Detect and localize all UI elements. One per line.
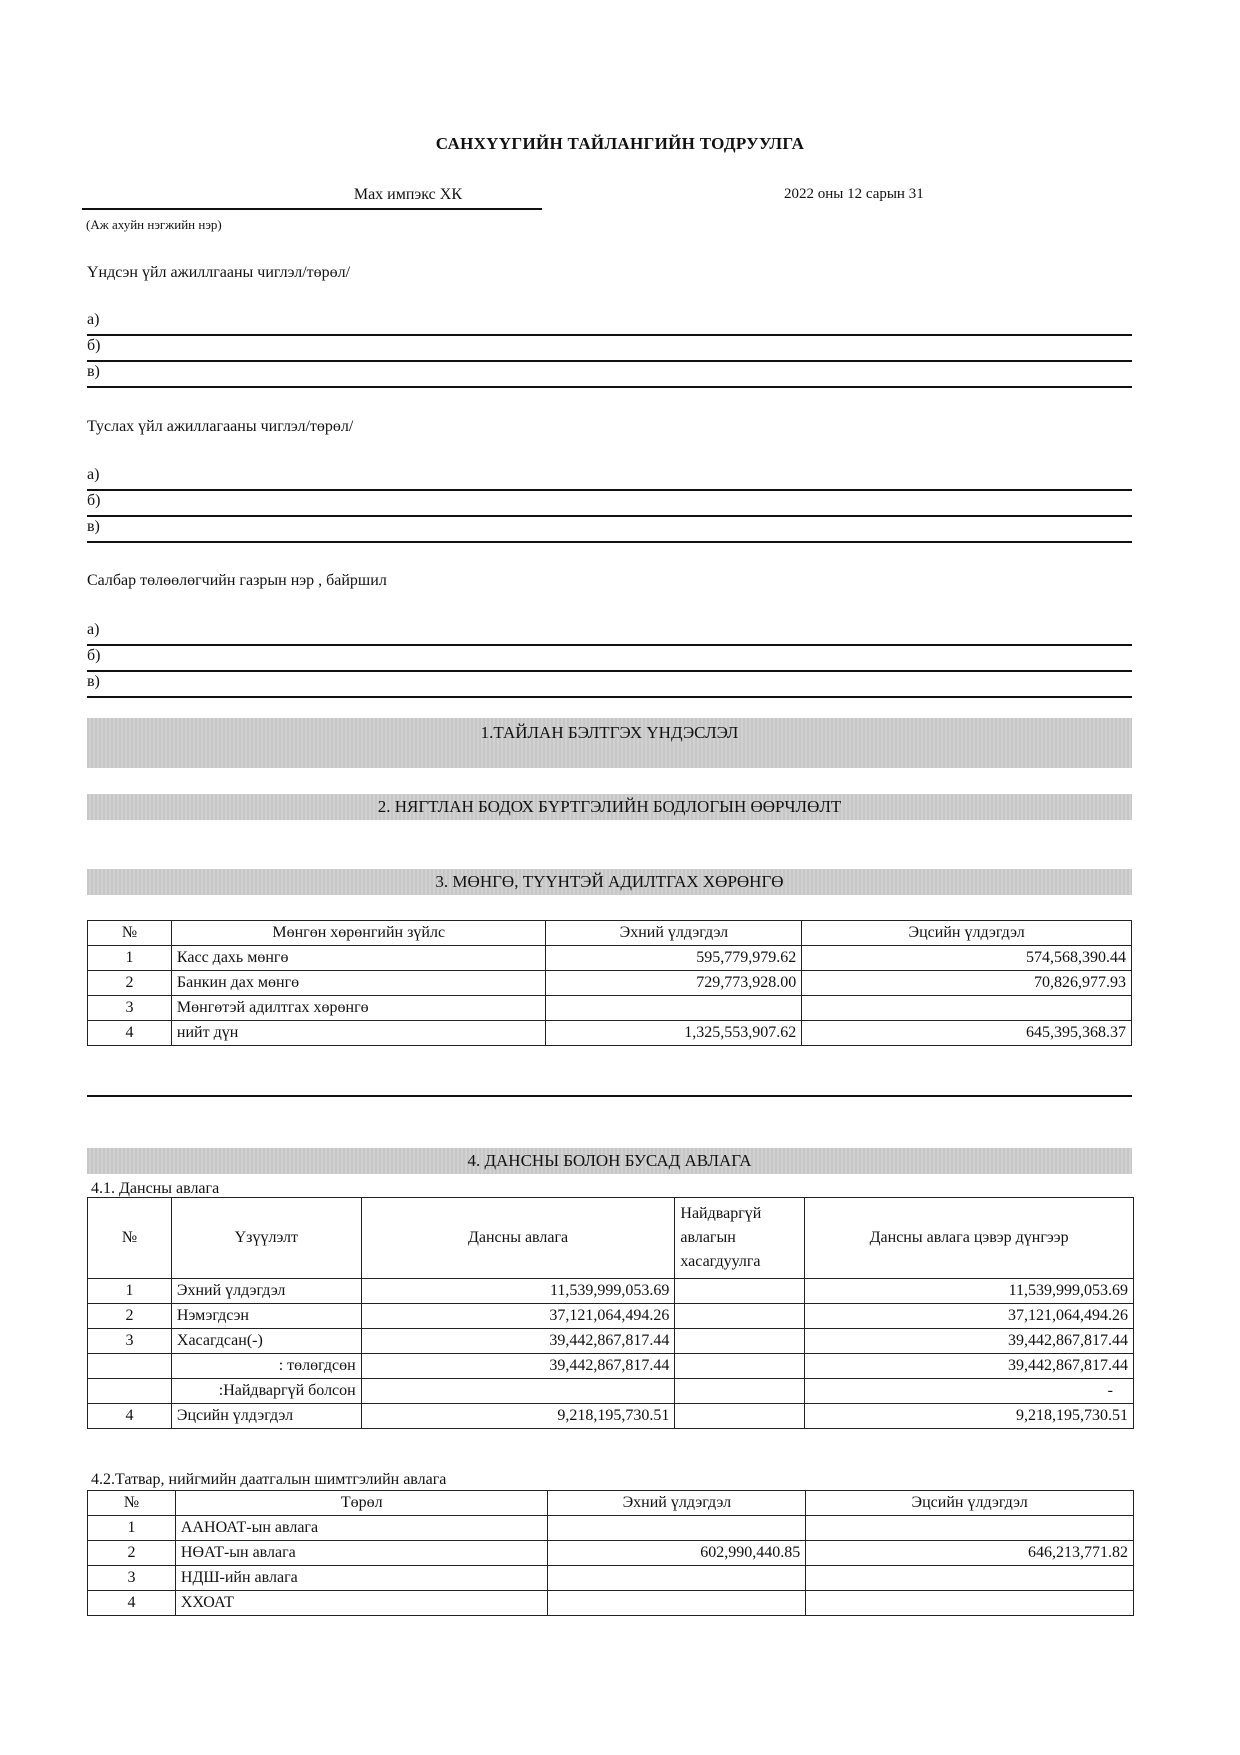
table-row [88, 971, 1132, 996]
row-net: - [805, 1379, 1134, 1404]
row-no: 3 [88, 1566, 176, 1591]
row-begin [548, 1516, 806, 1541]
row-allowance [675, 1354, 805, 1379]
row-item: Касс дахь мөнгө [171, 946, 546, 971]
row-type: НӨАТ-ын авлага [175, 1541, 548, 1566]
row-no: 2 [88, 971, 172, 996]
col-header-item: Үзүүлэлт [171, 1198, 361, 1279]
row-end [806, 1516, 1134, 1541]
row-no: 2 [88, 1541, 176, 1566]
section-2-header: 2. НЯГТЛАН БОДОХ БҮРТГЭЛИЙН БОДЛОГЫН ӨӨРЧЛӨЛТ [87, 794, 1132, 820]
col-header-no: № [88, 1198, 172, 1279]
row-type: НДШ-ийн авлага [175, 1566, 548, 1591]
col-header-end: Эцсийн үлдэгдэл [802, 921, 1132, 946]
row-no: 3 [88, 1329, 172, 1354]
branch-line-c: в) [87, 672, 1132, 698]
aux-activity-line-c: в) [87, 517, 1132, 543]
row-end: 645,395,368.37 [802, 1021, 1132, 1046]
row-item: нийт дүн [171, 1021, 546, 1046]
row-end [802, 996, 1132, 1021]
row-begin [548, 1566, 806, 1591]
row-begin: 729,773,928.00 [546, 971, 802, 996]
row-item: :Найдваргүй болсон [171, 1379, 361, 1404]
report-date: 2022 оны 12 сарын 31 [784, 186, 924, 202]
main-activity-line-b: б) [87, 336, 1132, 362]
row-begin: 602,990,440.85 [548, 1541, 806, 1566]
row-net: 39,442,867,817.44 [805, 1354, 1134, 1379]
main-activity-line-a: а) [87, 310, 1132, 336]
table-row [88, 1279, 1134, 1304]
row-net: 11,539,999,053.69 [805, 1279, 1134, 1304]
main-activity-label: Үндсэн үйл ажиллгааны чиглэл/төрөл/ [87, 264, 351, 281]
row-begin [546, 996, 802, 1021]
table-row [88, 1021, 1132, 1046]
entity-caption: (Аж ахуйн нэгжийн нэр) [86, 217, 222, 232]
col-header-item: Мөнгөн хөрөнгийн зүйлс [171, 921, 546, 946]
row-net: 37,121,064,494.26 [805, 1304, 1134, 1329]
row-no: 4 [88, 1591, 176, 1616]
cash-table [87, 920, 1132, 1046]
row-begin: 595,779,979.62 [546, 946, 802, 971]
col-header-type: Төрөл [175, 1491, 548, 1516]
section-3-header: 3. МӨНГӨ, ТҮҮНТЭЙ АДИЛТГАХ ХӨРӨНГӨ [87, 869, 1132, 895]
row-type: ААНОАТ-ын авлага [175, 1516, 548, 1541]
aux-activity-label: Туслах үйл ажиллагааны чиглэл/төрөл/ [87, 418, 354, 435]
section-4-header: 4. ДАНСНЫ БОЛОН БУСАД АВЛАГА [87, 1148, 1132, 1174]
row-no: 1 [88, 1279, 172, 1304]
row-amount [361, 1379, 675, 1404]
col-header-amount: Дансны авлага [361, 1198, 675, 1279]
row-end [806, 1566, 1134, 1591]
row-amount: 39,442,867,817.44 [361, 1329, 675, 1354]
row-end: 574,568,390.44 [802, 946, 1132, 971]
row-item: Хасагдсан(-) [171, 1329, 361, 1354]
row-no: 3 [88, 996, 172, 1021]
table-row [88, 1354, 1134, 1379]
table-row [88, 1304, 1134, 1329]
row-begin: 1,325,553,907.62 [546, 1021, 802, 1046]
table-row [88, 1379, 1134, 1404]
table-row [88, 946, 1132, 971]
aux-activity-line-a: а) [87, 465, 1132, 491]
row-item: Нэмэгдсэн [171, 1304, 361, 1329]
row-type: ХХОАТ [175, 1591, 548, 1616]
entity-name: Мах импэкс ХК [353, 186, 462, 203]
row-amount: 9,218,195,730.51 [361, 1404, 675, 1429]
row-end [806, 1591, 1134, 1616]
row-item: Мөнгөтэй адилтгах хөрөнгө [171, 996, 546, 1021]
table-row [88, 1591, 1134, 1616]
main-activity-line-c: в) [87, 362, 1132, 388]
row-item: : төлөгдсөн [171, 1354, 361, 1379]
row-amount: 39,442,867,817.44 [361, 1354, 675, 1379]
table-row [88, 1516, 1134, 1541]
table-header-row [88, 1491, 1134, 1516]
row-allowance [675, 1404, 805, 1429]
row-no: 1 [88, 1516, 176, 1541]
table-header-row [88, 921, 1132, 946]
table-row [88, 1404, 1134, 1429]
divider-rule [87, 1095, 1132, 1097]
col-header-no: № [88, 1491, 176, 1516]
row-begin [548, 1591, 806, 1616]
row-no [88, 1379, 172, 1404]
section-1-header: 1.ТАЙЛАН БЭЛТГЭХ ҮНДЭСЛЭЛ [87, 718, 1132, 768]
row-no: 4 [88, 1021, 172, 1046]
branch-label: Салбар төлөөлөгчийн газрын нэр , байршил [87, 572, 387, 589]
col-header-net: Дансны авлага цэвэр дүнгээр [805, 1198, 1134, 1279]
row-end: 646,213,771.82 [806, 1541, 1134, 1566]
row-end: 70,826,977.93 [802, 971, 1132, 996]
row-no: 2 [88, 1304, 172, 1329]
table-row [88, 996, 1132, 1021]
receivables-label: 4.1. Дансны авлага [91, 1180, 220, 1197]
row-allowance [675, 1379, 805, 1404]
row-amount: 37,121,064,494.26 [361, 1304, 675, 1329]
branch-line-b: б) [87, 646, 1132, 672]
table-row [88, 1541, 1134, 1566]
branch-line-a: а) [87, 620, 1132, 646]
row-item: Эхний үлдэгдэл [171, 1279, 361, 1304]
row-net: 9,218,195,730.51 [805, 1404, 1134, 1429]
col-header-begin: Эхний үлдэгдэл [548, 1491, 806, 1516]
tax-receivables-table [87, 1490, 1134, 1616]
row-net: 39,442,867,817.44 [805, 1329, 1134, 1354]
row-no: 1 [88, 946, 172, 971]
aux-activity-line-b: б) [87, 491, 1132, 517]
row-no: 4 [88, 1404, 172, 1429]
row-item: Эцсийн үлдэгдэл [171, 1404, 361, 1429]
col-header-no: № [88, 921, 172, 946]
row-allowance [675, 1329, 805, 1354]
col-header-begin: Эхний үлдэгдэл [546, 921, 802, 946]
row-allowance [675, 1279, 805, 1304]
entity-underline [82, 208, 542, 210]
table-header-row [88, 1198, 1134, 1279]
document-title: САНХҮҮГИЙН ТАЙЛАНГИЙН ТОДРУУЛГА [435, 134, 805, 153]
tax-receivables-label: 4.2.Татвар, нийгмийн даатгалын шимтгэлийн авлага [91, 1471, 447, 1488]
table-row [88, 1566, 1134, 1591]
receivables-table [87, 1197, 1134, 1429]
row-amount: 11,539,999,053.69 [361, 1279, 675, 1304]
col-header-end: Эцсийн үлдэгдэл [806, 1491, 1134, 1516]
table-row [88, 1329, 1134, 1354]
row-item: Банкин дах мөнгө [171, 971, 546, 996]
col-header-allowance: Найдваргүй авлагын хасагдуулга [675, 1198, 805, 1279]
row-allowance [675, 1304, 805, 1329]
row-no [88, 1354, 172, 1379]
